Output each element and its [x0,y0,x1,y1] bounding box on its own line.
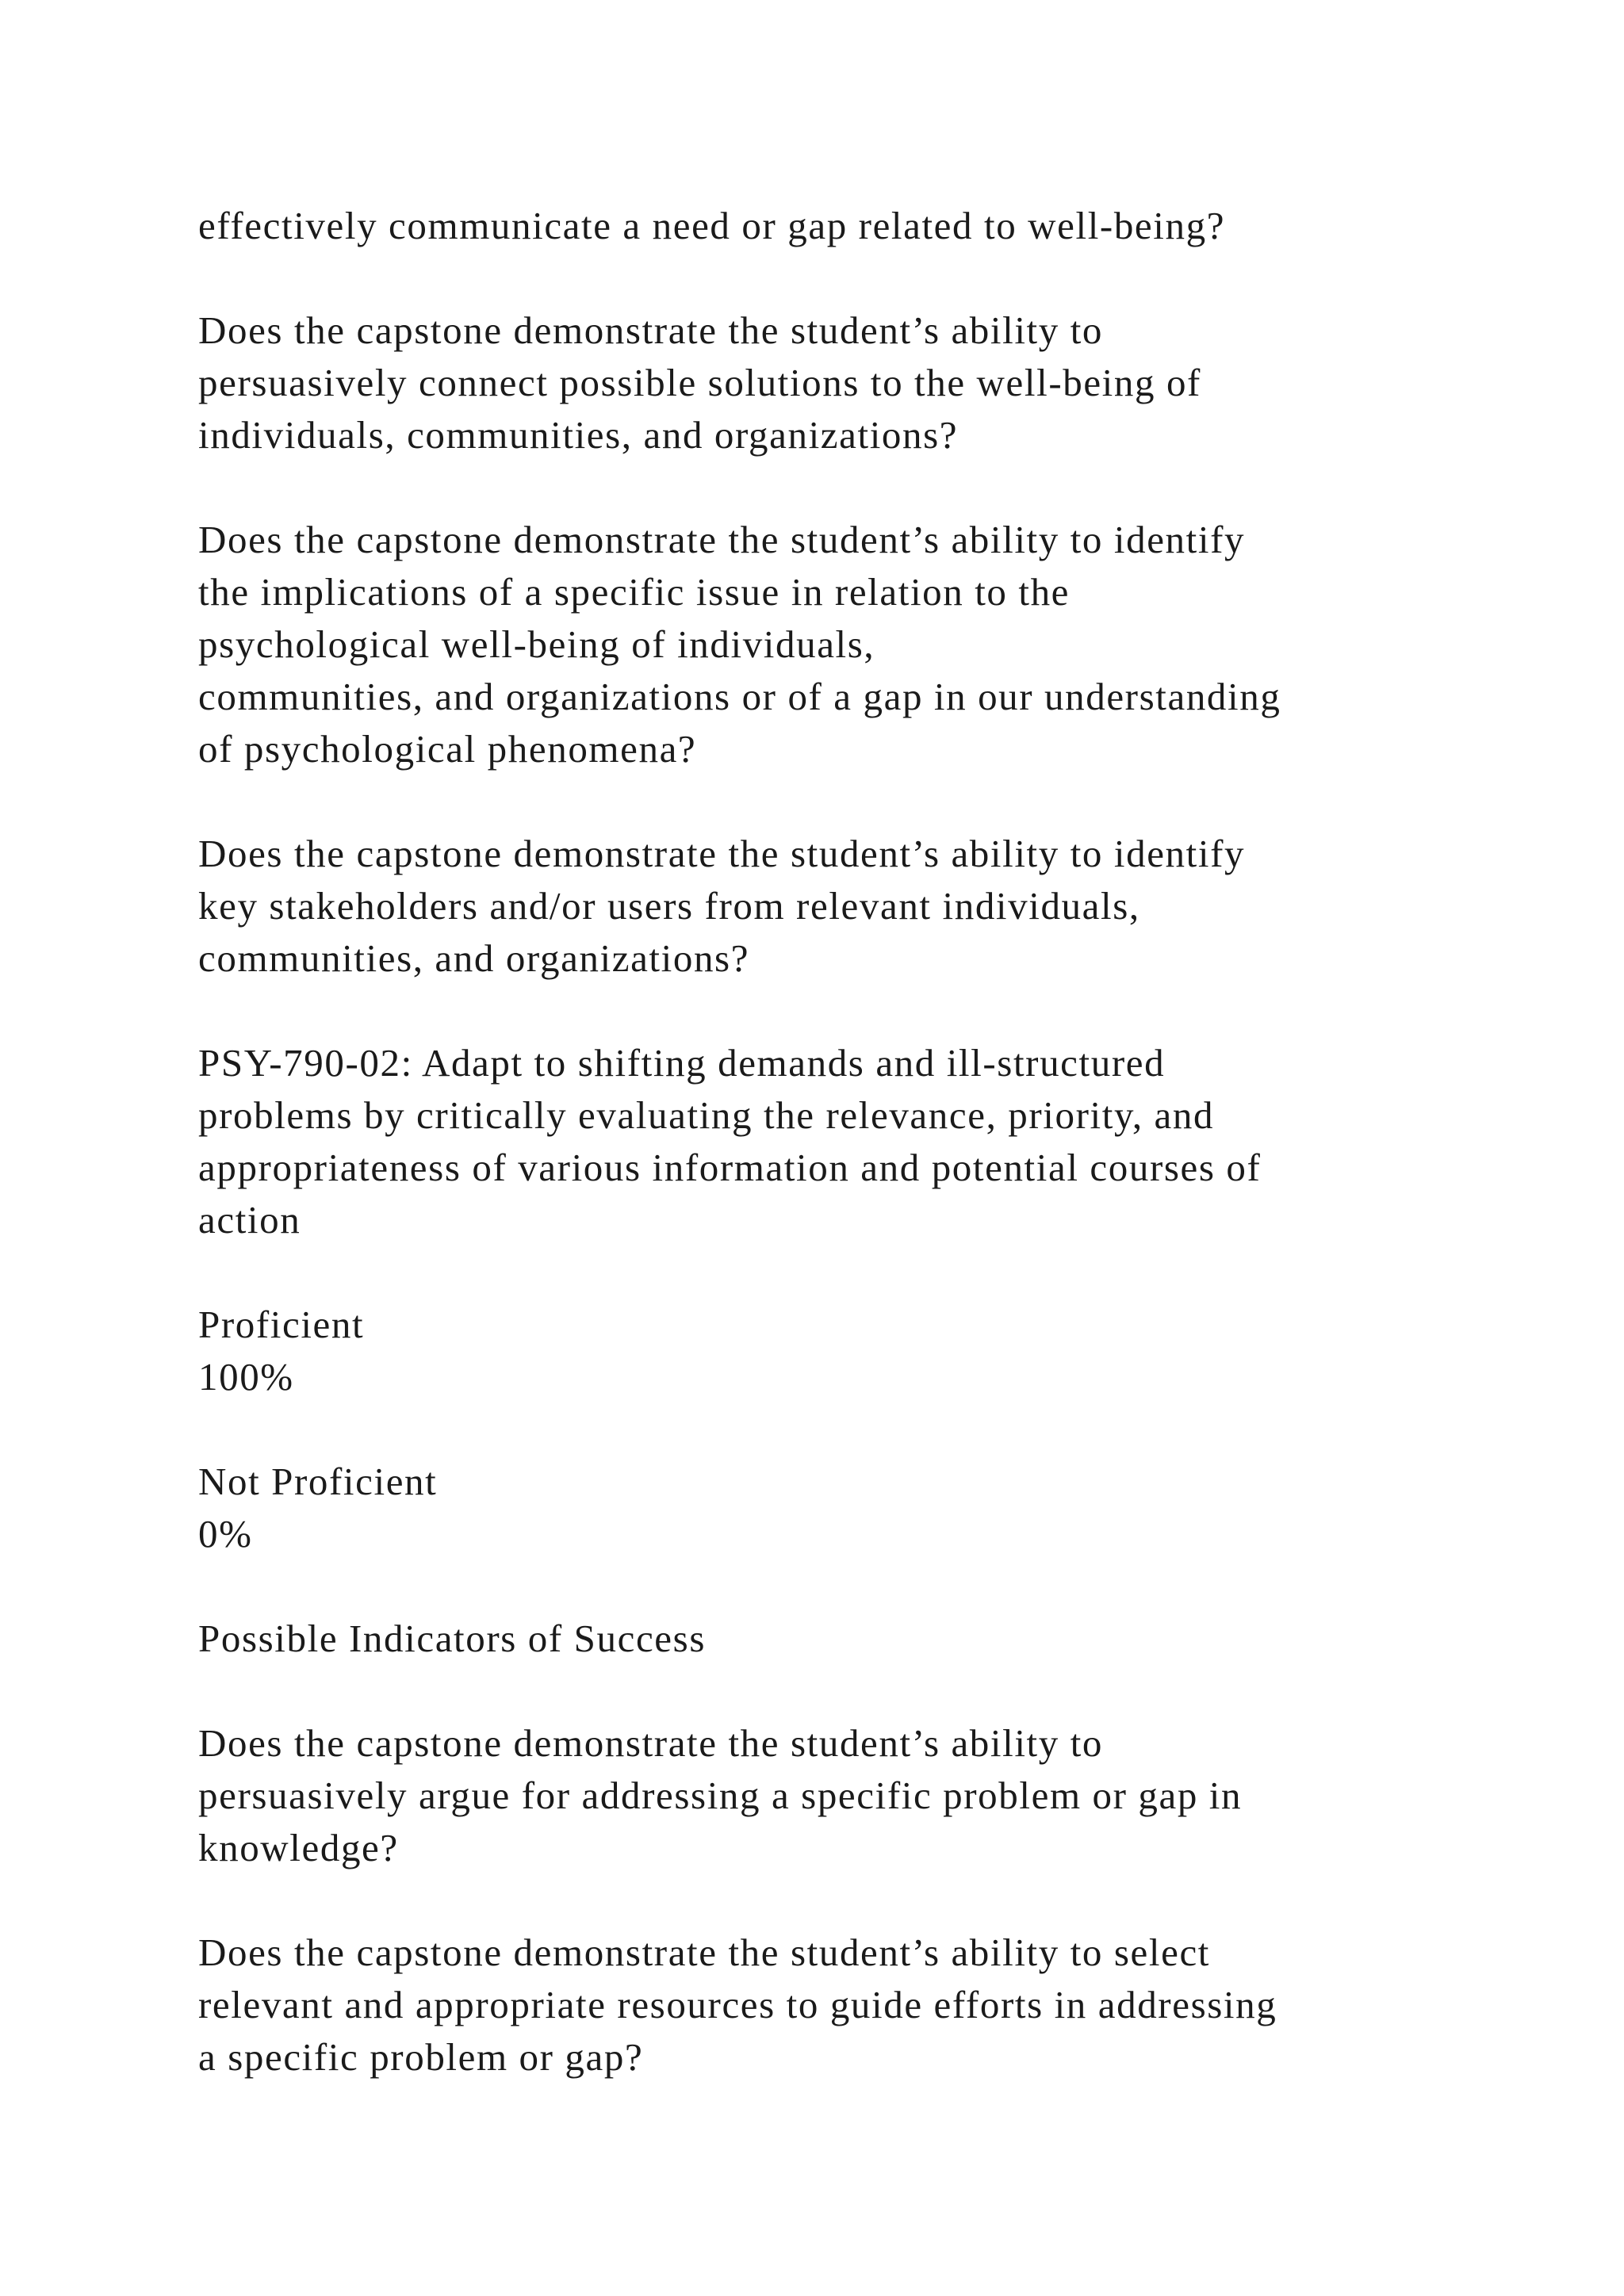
indicators-heading [198,1613,1499,1665]
text-line: action [198,1198,301,1242]
text-line: Possible Indicators of Success [198,1617,706,1660]
text-line: Does the capstone demonstrate the student’s ability to [198,1721,1104,1765]
document-body [198,200,1499,2136]
text-line: a specific problem or gap? [198,2035,644,2079]
paragraph-outcome-psy-790-02 [198,1037,1499,1246]
rating-proficient [198,1299,1499,1403]
rating-value: 0% [198,1512,253,1556]
paragraph-indicator-solutions [198,304,1499,461]
text-line: communities, and organizations or of a gap in our understanding [198,675,1281,718]
rating-label: Not Proficient [198,1460,438,1503]
text-line: Does the capstone demonstrate the student’s ability to identify [198,832,1246,875]
text-line: knowledge? [198,1826,399,1869]
text-line: key stakeholders and/or users from relevant individuals, [198,884,1140,928]
text-line: persuasively connect possible solutions to the well-being of [198,361,1201,404]
text-line: Does the capstone demonstrate the student’s ability to select [198,1931,1211,1974]
text-line: persuasively argue for addressing a specific problem or gap in [198,1774,1243,1817]
text-line: Does the capstone demonstrate the student’s ability to identify [198,518,1246,561]
text-line: of psychological phenomena? [198,727,697,771]
text-line: the implications of a specific issue in relation to the [198,570,1071,614]
paragraph-indicator-argue [198,1717,1499,1874]
rating-label: Proficient [198,1303,365,1346]
paragraph-indicator-stakeholders [198,828,1499,985]
text-line: effectively communicate a need or gap related to well-being? [198,204,1226,247]
rating-value: 100% [198,1355,294,1399]
text-line: relevant and appropriate resources to guide efforts in addressing [198,1983,1277,2026]
rating-not-proficient [198,1456,1499,1560]
text-line: psychological well-being of individuals, [198,622,875,666]
paragraph-continuation [198,200,1499,252]
paragraph-indicator-resources [198,1927,1499,2084]
text-line: communities, and organizations? [198,936,750,980]
text-line: individuals, communities, and organizations? [198,413,959,457]
text-line: PSY-790-02: Adapt to shifting demands and ill-structured [198,1041,1166,1085]
paragraph-indicator-implications [198,514,1499,775]
text-line: Does the capstone demonstrate the student’s ability to [198,308,1104,352]
text-line: problems by critically evaluating the relevance, priority, and [198,1093,1215,1137]
text-line: appropriateness of various information and potential courses of [198,1146,1262,1189]
